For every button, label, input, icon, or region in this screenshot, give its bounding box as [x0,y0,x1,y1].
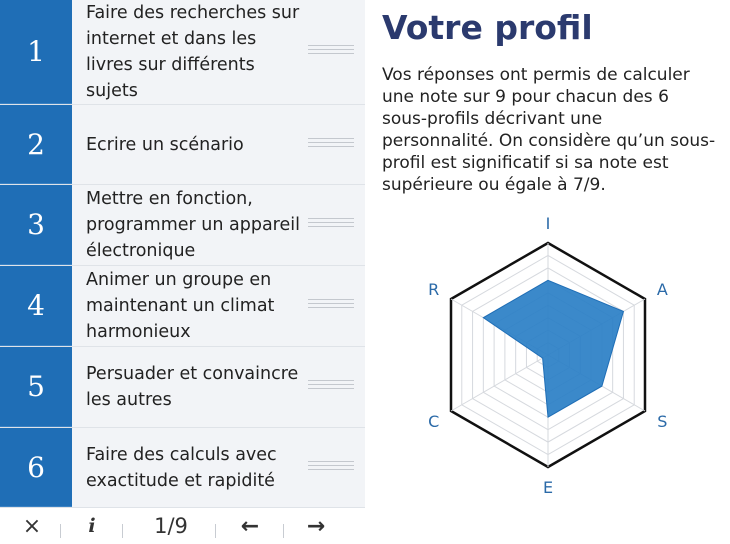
item-text: Mettre en fonction, programmer un appareil électronique [86,189,300,261]
list-item[interactable] [0,266,365,347]
item-number: 2 [0,105,72,184]
item-number: 6 [0,428,72,507]
page-title: Votre profil [382,8,593,47]
drag-handle-icon[interactable] [308,138,354,152]
list-item[interactable] [0,0,365,105]
toolbar-divider [283,524,284,538]
close-button[interactable]: × [22,513,42,539]
radar-axis-label: E [542,478,554,497]
radar-chart [365,210,730,520]
toolbar-divider [215,524,216,538]
page-indicator: 1/9 [154,514,188,538]
list-item[interactable] [0,347,365,428]
item-number: 5 [0,347,72,427]
item-text: Persuader et convaincre les autres [86,364,299,410]
item-text: Faire des calculs avec exactitude et rapidité [86,444,277,491]
drag-handle-icon[interactable] [308,218,354,232]
toolbar-divider [60,524,61,538]
radar-axis-label: S [657,412,668,431]
info-button[interactable]: i [88,515,96,537]
radar-spoke [451,355,548,411]
radar-axis-label: C [428,412,440,431]
drag-handle-icon[interactable] [308,299,354,313]
list-item[interactable] [0,428,365,508]
item-text: Animer un groupe en maintenant un climat harmonieux [86,270,275,342]
item-number: 1 [0,0,72,104]
item-text: Ecrire un scénario [86,134,244,155]
radar-data-area [483,280,623,417]
list-item[interactable] [0,105,365,185]
item-text: Faire des recherches sur internet et dans les livres sur différents sujets [86,3,300,101]
item-number: 3 [0,185,72,265]
toolbar-divider [122,524,123,538]
profile-description: Vos réponses ont permis de calculer une note sur 9 pour chacun des 6 sous-profils décrivant une personnalité. On considère qu’un sous-profil est significatif si sa note est supérieure ou égale à 7/9. [382,65,716,195]
radar-axis-label: I [545,214,551,233]
drag-handle-icon[interactable] [308,461,354,475]
profile-panel [365,0,730,544]
drag-handle-icon[interactable] [308,45,354,59]
item-number: 4 [0,266,72,346]
bottom-toolbar [0,508,365,544]
next-arrow-button[interactable]: → [306,513,326,539]
drag-handle-icon[interactable] [308,380,354,394]
prev-arrow-button[interactable]: ← [240,513,260,539]
radar-axis-label: A [656,280,668,299]
radar-axis-label: R [428,280,440,299]
list-item[interactable] [0,185,365,266]
